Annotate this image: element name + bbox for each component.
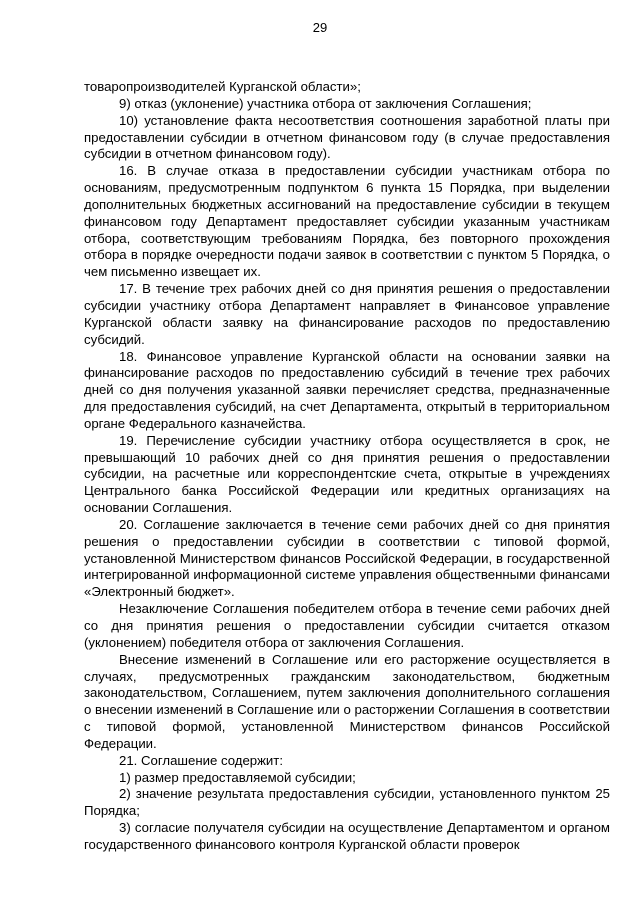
clause-18: 18. Финансовое управление Курганской области на основании заявки на финансирование расходов по предоставлению субсидий в течение трех рабочих дней со дня получения указанной заявки перечисляет средства, предназначенные для предоставления субсидий, на счет Департамента, открытый в территориальном органе Федерального казначейства. xyxy=(84,348,610,431)
list-item-9: 9) отказ (уклонение) участника отбора от заключения Соглашения; xyxy=(119,95,532,111)
page-number: 29 xyxy=(312,20,328,35)
document-body xyxy=(84,79,610,854)
clause-20: 20. Соглашение заключается в течение семи рабочих дней со дня принятия решения о предоставлении субсидии в соответствии с типовой формой, установленной Министерством финансов Российской Федерации, в государственной интегрированной информационной системе управления общественными финансами «Электронный бюджет». xyxy=(84,516,610,600)
clause-17: 17. В течение трех рабочих дней со дня принятия решения о предоставлении субсидии участнику отбора Департамент направляет в Финансовое управление Курганской области заявку на финансирование расходов по предоставлению субсидий. xyxy=(84,281,610,347)
clause-21-item-2: 2) значение результата предоставления субсидии, установленного пунктом 25 Порядка; xyxy=(84,786,610,819)
clause-20-non-conclusion: Незаключение Соглашения победителем отбора в течение семи рабочих дней со дня принятия решения о предоставлении субсидии считается отказом (уклонением) победителя отбора от заключения Соглашения. xyxy=(84,601,610,650)
clause-19: 19. Перечисление субсидии участнику отбора осуществляется в срок, не превышающий 10 рабочих дней со дня принятия решения о предоставлении субсидии, на расчетные или корреспондентские счета, открытые в учреждениях Центрального банка Российской Федерации или кредитных организациях на основании Соглашения. xyxy=(84,432,610,516)
clause-21-item-1: 1) размер предоставляемой субсидии; xyxy=(119,769,356,785)
list-item-10: 10) установление факта несоответствия соотношения заработной платы при предоставлении субсидии в отчетном финансовом году (в случае предоставления субсидии в отчетном финансовом году). xyxy=(84,112,610,162)
clause-20-amendments: Внесение изменений в Соглашение или его расторжение осуществляется в случаях, предусмотренных гражданским законодательством, бюджетным законодательством, Соглашением, путем заключения дополнительного соглашения о внесении изменений в Соглашение или о расторжении Соглашения в соответствии с типовой формой, установленной Министерством финансов Российской Федерации. xyxy=(84,651,610,751)
clause-21: 21. Соглашение содержит: xyxy=(119,752,284,768)
clause-16: 16. В случае отказа в предоставлении субсидии участникам отбора по основаниям, предусмотренным подпунктом 6 пункта 15 Порядка, при выделении дополнительных бюджетных ассигнований на предоставление субсидии в текущем финансовом году Департамент предоставляет субсидии указанным участникам отбора, соответствующим требованиям Порядка, без повторного прохождения отбора в порядке очередности подачи заявок в соответствии с пунктом 5 Порядка, о чем письменно извещает их. xyxy=(84,163,610,280)
paragraph-continuation: товаропроизводителей Курганской области»; xyxy=(84,79,361,94)
clause-21-item-3: 3) согласие получателя субсидии на осуществление Департаментом и органом государственного финансового контроля Курганской области проверок xyxy=(84,820,610,852)
